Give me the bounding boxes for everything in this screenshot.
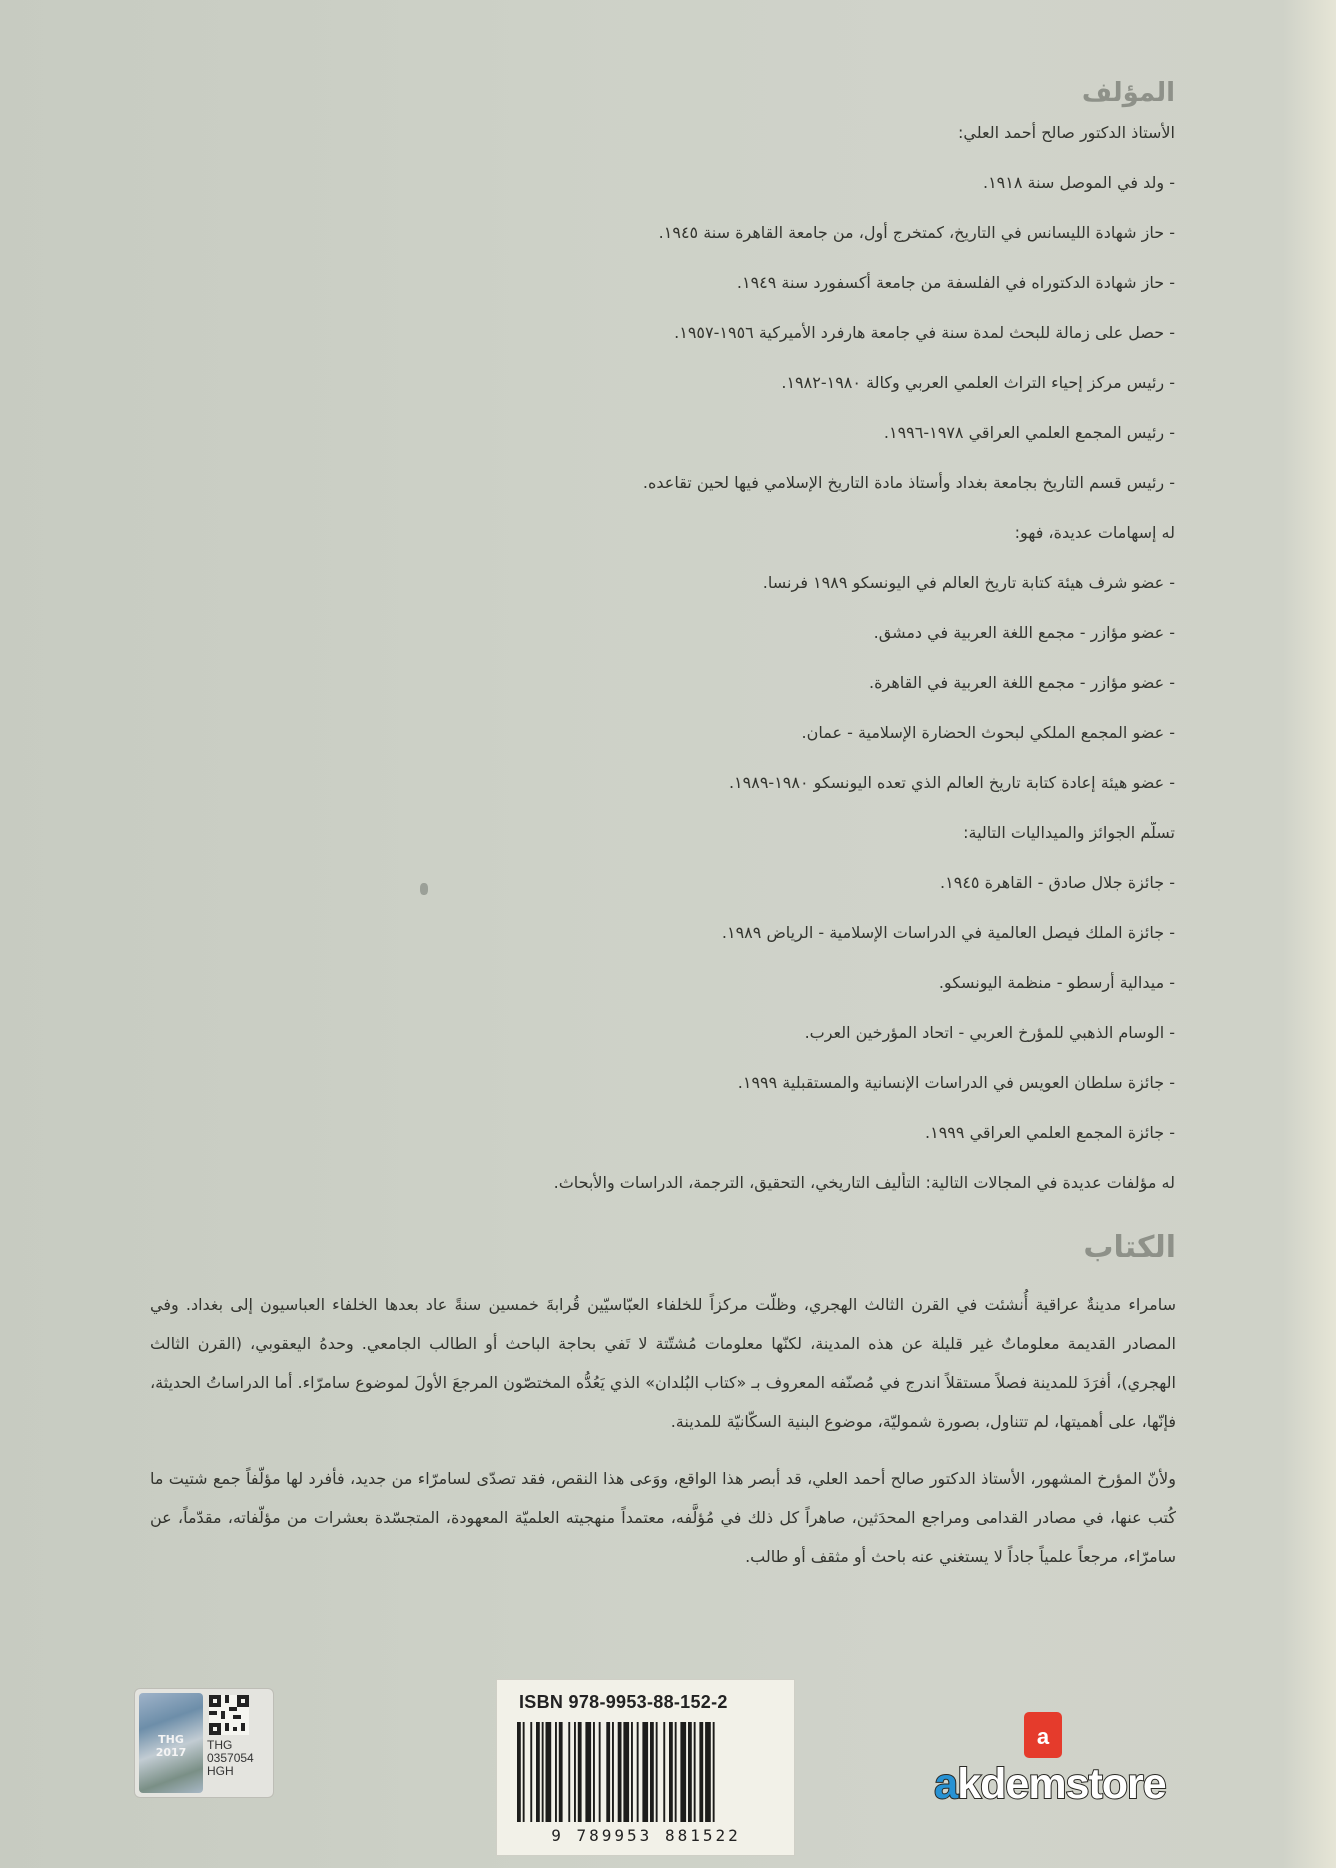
sticker-code-line: 0357054: [207, 1751, 254, 1765]
barcode-bar: [530, 1722, 532, 1822]
barcode-bar: [523, 1722, 525, 1822]
barcode-bar: [606, 1722, 610, 1822]
barcode-bar: [631, 1722, 633, 1822]
author-line: - عضو مؤازر - مجمع اللغة العربية في القاهرة.: [869, 673, 1175, 692]
barcode-bar: [663, 1722, 665, 1822]
barcode-bar: [568, 1722, 570, 1822]
logo-wordmark-rest: kdemstore: [957, 1760, 1166, 1808]
barcode-bar: [623, 1722, 629, 1822]
barcode-bar: [559, 1722, 563, 1822]
author-line: له مؤلفات عديدة في المجالات التالية: التأليف التاريخي، التحقيق، الترجمة، الدراسات والأبحاث.: [553, 1173, 1175, 1192]
author-line: - الوسام الذهبي للمؤرخ العربي - اتحاد المؤرخين العرب.: [804, 1023, 1175, 1042]
author-line: - جائزة الملك فيصل العالمية في الدراسات الإسلامية - الرياض ١٩٨٩.: [721, 923, 1175, 942]
isbn-digits: 9 789953 881522: [551, 1826, 741, 1845]
hologram-text: THG 2017: [155, 1733, 187, 1759]
barcode-bar: [536, 1722, 540, 1822]
author-line: - حاز شهادة الدكتوراه في الفلسفة من جامعة أكسفورد سنة ١٩٤٩.: [736, 273, 1175, 292]
author-line: - رئيس مركز إحياء التراث العلمي العربي وكالة ١٩٨٠-١٩٨٢.: [781, 373, 1175, 392]
barcode-bar: [585, 1722, 591, 1822]
book-description-paragraph: ولأنّ المؤرخ المشهور، الأستاذ الدكتور صالح أحمد العلي، قد أبصر هذا الواقع، ووَعى هذا النقص، فقد تصدّى لسامرّاء من جديد، فأفرد لها مؤلّفاً جمع شتيت ما كُتب عنها، في مصادر القدامى ومراجع المحدَثين، صاهراً كل ذلك في مُؤلَّفه، معتمداً منهجيته العلميّة المعهودة، المتجسّدة بعشرات من مؤلّفاته، مقدّماً، عن سامرّاء، مرجعاً علمياً جاداً لا يستغني عنه باحث أو مثقف أو طالب.: [150, 1469, 1176, 1566]
barcode-bar: [555, 1722, 557, 1822]
barcode-bar: [688, 1722, 692, 1822]
book-section: [150, 1230, 1176, 1594]
barcode-bar: [599, 1722, 601, 1822]
barcode-bar: [637, 1722, 639, 1822]
barcode-bar: [542, 1722, 544, 1822]
author-line: - حصل على زمالة للبحث لمدة سنة في جامعة هارفرد الأميركية ١٩٥٦-١٩٥٧.: [674, 323, 1175, 342]
hologram-seal: [139, 1693, 203, 1793]
author-line: - عضو المجمع الملكي لبحوث الحضارة الإسلامية - عمان.: [801, 723, 1175, 742]
author-line: - جائزة سلطان العويس في الدراسات الإنسانية والمستقبلية ١٩٩٩.: [737, 1073, 1175, 1092]
author-line: - رئيس المجمع العلمي العراقي ١٩٧٨-١٩٩٦.: [883, 423, 1175, 442]
akdemstore-logo: [920, 1712, 1180, 1822]
author-line: - جائزة المجمع العلمي العراقي ١٩٩٩.: [925, 1123, 1175, 1142]
print-speck: [420, 883, 428, 895]
author-line: - ميدالية أرسطو - منظمة اليونسكو.: [938, 973, 1175, 992]
barcode-bar: [699, 1722, 703, 1822]
barcode-bar: [694, 1722, 696, 1822]
author-line: الأستاذ الدكتور صالح أحمد العلي:: [957, 123, 1175, 142]
barcode-bar: [705, 1722, 711, 1822]
author-line: - عضو شرف هيئة كتابة تاريخ العالم في اليونسكو ١٩٨٩ فرنسا.: [762, 573, 1175, 592]
book-heading: الكتاب: [1083, 1230, 1176, 1265]
barcode-bar: [517, 1722, 521, 1822]
author-line: - عضو هيئة إعادة كتابة تاريخ العالم الذي تعده اليونسكو ١٩٨٠-١٩٨٩.: [728, 773, 1175, 792]
author-line: - ولد في الموصل سنة ١٩١٨.: [982, 173, 1175, 192]
barcode-bar: [669, 1722, 673, 1822]
barcode-bar: [578, 1722, 582, 1822]
barcode-bar: [650, 1722, 654, 1822]
barcode-bar: [593, 1722, 595, 1822]
logo-wordmark-a: a: [934, 1760, 958, 1808]
barcode-bar: [574, 1722, 576, 1822]
author-line: - عضو مؤازر - مجمع اللغة العربية في دمشق.: [873, 623, 1175, 642]
barcode-icon: [517, 1722, 775, 1822]
sticker-code-line: HGH: [207, 1764, 234, 1778]
barcode-bar: [618, 1722, 622, 1822]
distributor-sticker: [134, 1688, 274, 1798]
barcode-bar: [612, 1722, 614, 1822]
barcode-bar: [546, 1722, 552, 1822]
author-line: - رئيس قسم التاريخ بجامعة بغداد وأستاذ مادة التاريخ الإسلامي فيها لحين تقاعده.: [642, 473, 1175, 492]
logo-icon-letter: a: [1036, 1724, 1050, 1749]
book-description-paragraph: سامراء مدينةٌ عراقية أُنشئت في القرن الثالث الهجري، وظلّت مركزاً للخلفاء العبّاسيّين قُرابةَ خمسين سنةً عاد بعدها الخلفاء العباسيون إلى بغداد. وفي المصادر القديمة معلوماتٌ غير قليلة عن هذه المدينة، لكنّها معلومات مُشتّتة لا تَفي بحاجة الباحث أو الطالب الجامعي. وحدهُ اليعقوبي، (القرن الثالث الهجري)، أفرَدَ للمدينة فصلاً مستقلاً اندرج في مُصنّفه المعروف بـ «كتاب البُلدان» الذي يَعُدُّه المختصّون المرجعَ الأولَ لموضوع سامرّاء. أما الدراساتُ الحديثة، فإنّها، على أهميتها، لم تتناول، بصورة شموليّة، موضوع البنية السكّانيّة للمدينة.: [150, 1295, 1176, 1431]
sticker-code-line: THG: [207, 1738, 233, 1752]
isbn-label: ISBN 978-9953-88-152-2: [519, 1692, 728, 1712]
author-section: [300, 78, 1175, 1222]
author-line: تسلّم الجوائز والميداليات التالية:: [963, 823, 1175, 842]
barcode-bar: [680, 1722, 686, 1822]
barcode-bar: [656, 1722, 658, 1822]
author-heading: المؤلف: [1081, 78, 1175, 108]
qr-code-icon: [209, 1695, 249, 1735]
barcode-bar: [642, 1722, 648, 1822]
author-line: - حاز شهادة الليسانس في التاريخ، كمتخرج أول، من جامعة القاهرة سنة ١٩٤٥.: [658, 223, 1175, 242]
logo-wordmark: [920, 1760, 1180, 1809]
author-line: له إسهامات عديدة، فهو:: [1014, 523, 1175, 542]
shopping-bag-icon: [1024, 1712, 1062, 1758]
barcode-bar: [675, 1722, 677, 1822]
author-line: - جائزة جلال صادق - القاهرة ١٩٤٥.: [940, 873, 1175, 892]
isbn-barcode-block: [496, 1679, 795, 1856]
barcode-bar: [713, 1722, 715, 1822]
